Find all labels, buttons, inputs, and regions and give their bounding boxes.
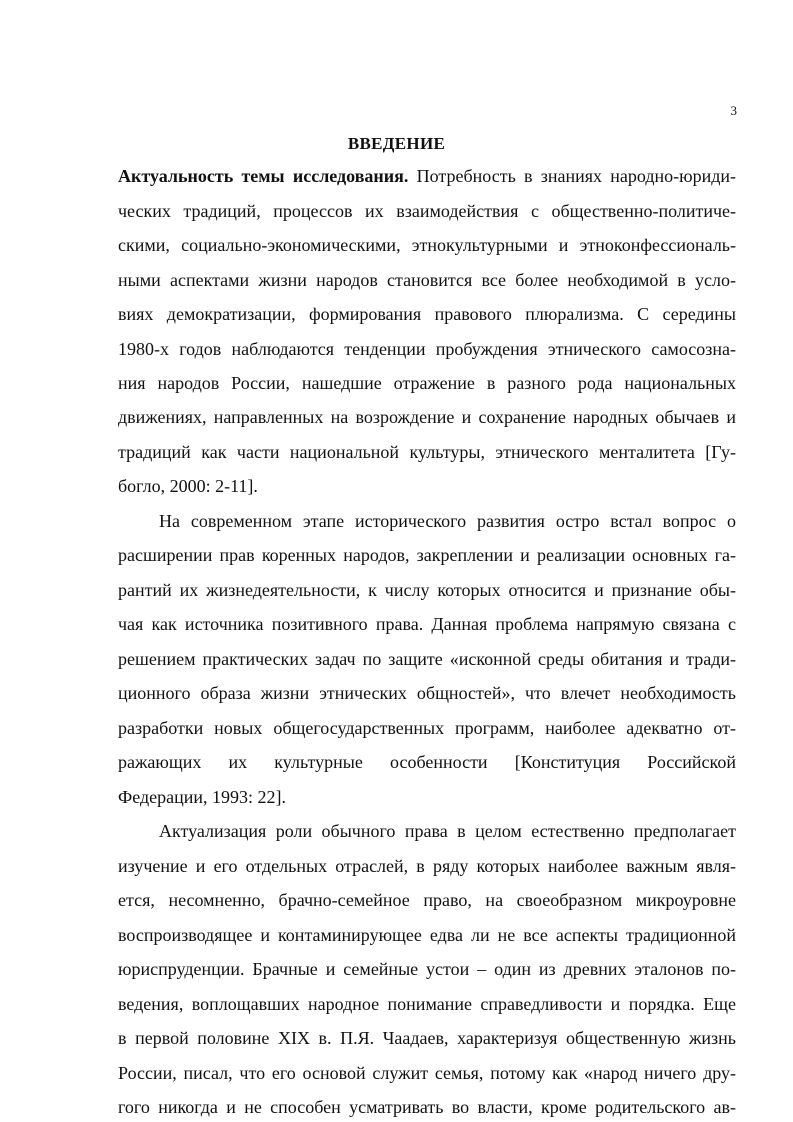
text-line: 1980-х годов наблюдаются тенденции пробуждения этнического самосозна- bbox=[118, 339, 736, 359]
text-line: ными аспектами жизни народов становится все более необходимой в усло- bbox=[118, 270, 736, 290]
text-line: Актуализация роли обычного права в целом естественно предполагает bbox=[159, 821, 736, 841]
text-line bbox=[118, 164, 736, 188]
text-line: виях демократизации, формирования правового плюрализма. С середины bbox=[118, 304, 736, 324]
text-line: изучение и его отдельных отраслей, в ряду которых наиболее важным явля- bbox=[118, 856, 736, 876]
lead-heading: Актуальность темы исследования. bbox=[118, 166, 409, 186]
page-title: ВВЕДЕНИЕ bbox=[347, 134, 446, 153]
text-line: ческих традиций, процессов их взаимодействия с общественно-политиче- bbox=[118, 201, 736, 221]
page-number: 3 bbox=[730, 103, 737, 118]
text-line: ражающих их культурные особенности [Конституция Российской bbox=[118, 752, 736, 772]
text-line: разработки новых общегосударственных программ, наиболее адекватно от- bbox=[118, 718, 736, 738]
text-line: На современном этапе исторического развития остро встал вопрос о bbox=[159, 511, 736, 531]
text-line: ционного образа жизни этнических общностей», что влечет необходимость bbox=[118, 683, 736, 703]
text-line: юриспруденции. Брачные и семейные устои – один из древних эталонов по- bbox=[118, 959, 736, 979]
text-line: в первой половине XIX в. П.Я. Чаадаев, характеризуя общественную жизнь bbox=[118, 1028, 736, 1048]
text-line: Федерации, 1993: 22]. bbox=[118, 787, 287, 807]
text-line: движениях, направленных на возрождение и сохранение народных обычаев и bbox=[118, 407, 736, 427]
text-line-body: Потребность в знаниях народно-юриди- bbox=[408, 166, 737, 186]
text-line: расширении прав коренных народов, закреплении и реализации основных га- bbox=[118, 545, 736, 565]
text-line: традиций как части национальной культуры, этнического менталитета [Гу- bbox=[118, 442, 736, 462]
text-line: ния народов России, нашедшие отражение в разного рода национальных bbox=[118, 373, 736, 393]
text-line: рантий их жизнедеятельности, к числу которых относится и признание обы- bbox=[118, 580, 736, 600]
text-line: гого никогда и не способен усматривать во власти, кроме родительского ав- bbox=[118, 1097, 736, 1117]
text-line: скими, социально-экономическими, этнокультурными и этноконфессиональ- bbox=[118, 235, 736, 255]
text-line: чая как источника позитивного права. Данная проблема напрямую связана с bbox=[118, 614, 736, 634]
text-line: воспроизводящее и контаминирующее едва ли не все аспекты традиционной bbox=[118, 925, 736, 945]
text-line: решением практических задач по защите «исконной среды обитания и тради- bbox=[118, 649, 736, 669]
text-line: богло, 2000: 2-11]. bbox=[118, 476, 258, 496]
text-line: России, писал, что его основой служит семья, потому как «народ ничего дру- bbox=[118, 1063, 736, 1083]
text-line: ется, несомненно, брачно-семейное право, на своеобразном микроуровне bbox=[118, 890, 736, 910]
text-line: ведения, воплощавших народное понимание справедливости и порядка. Еще bbox=[118, 994, 736, 1014]
